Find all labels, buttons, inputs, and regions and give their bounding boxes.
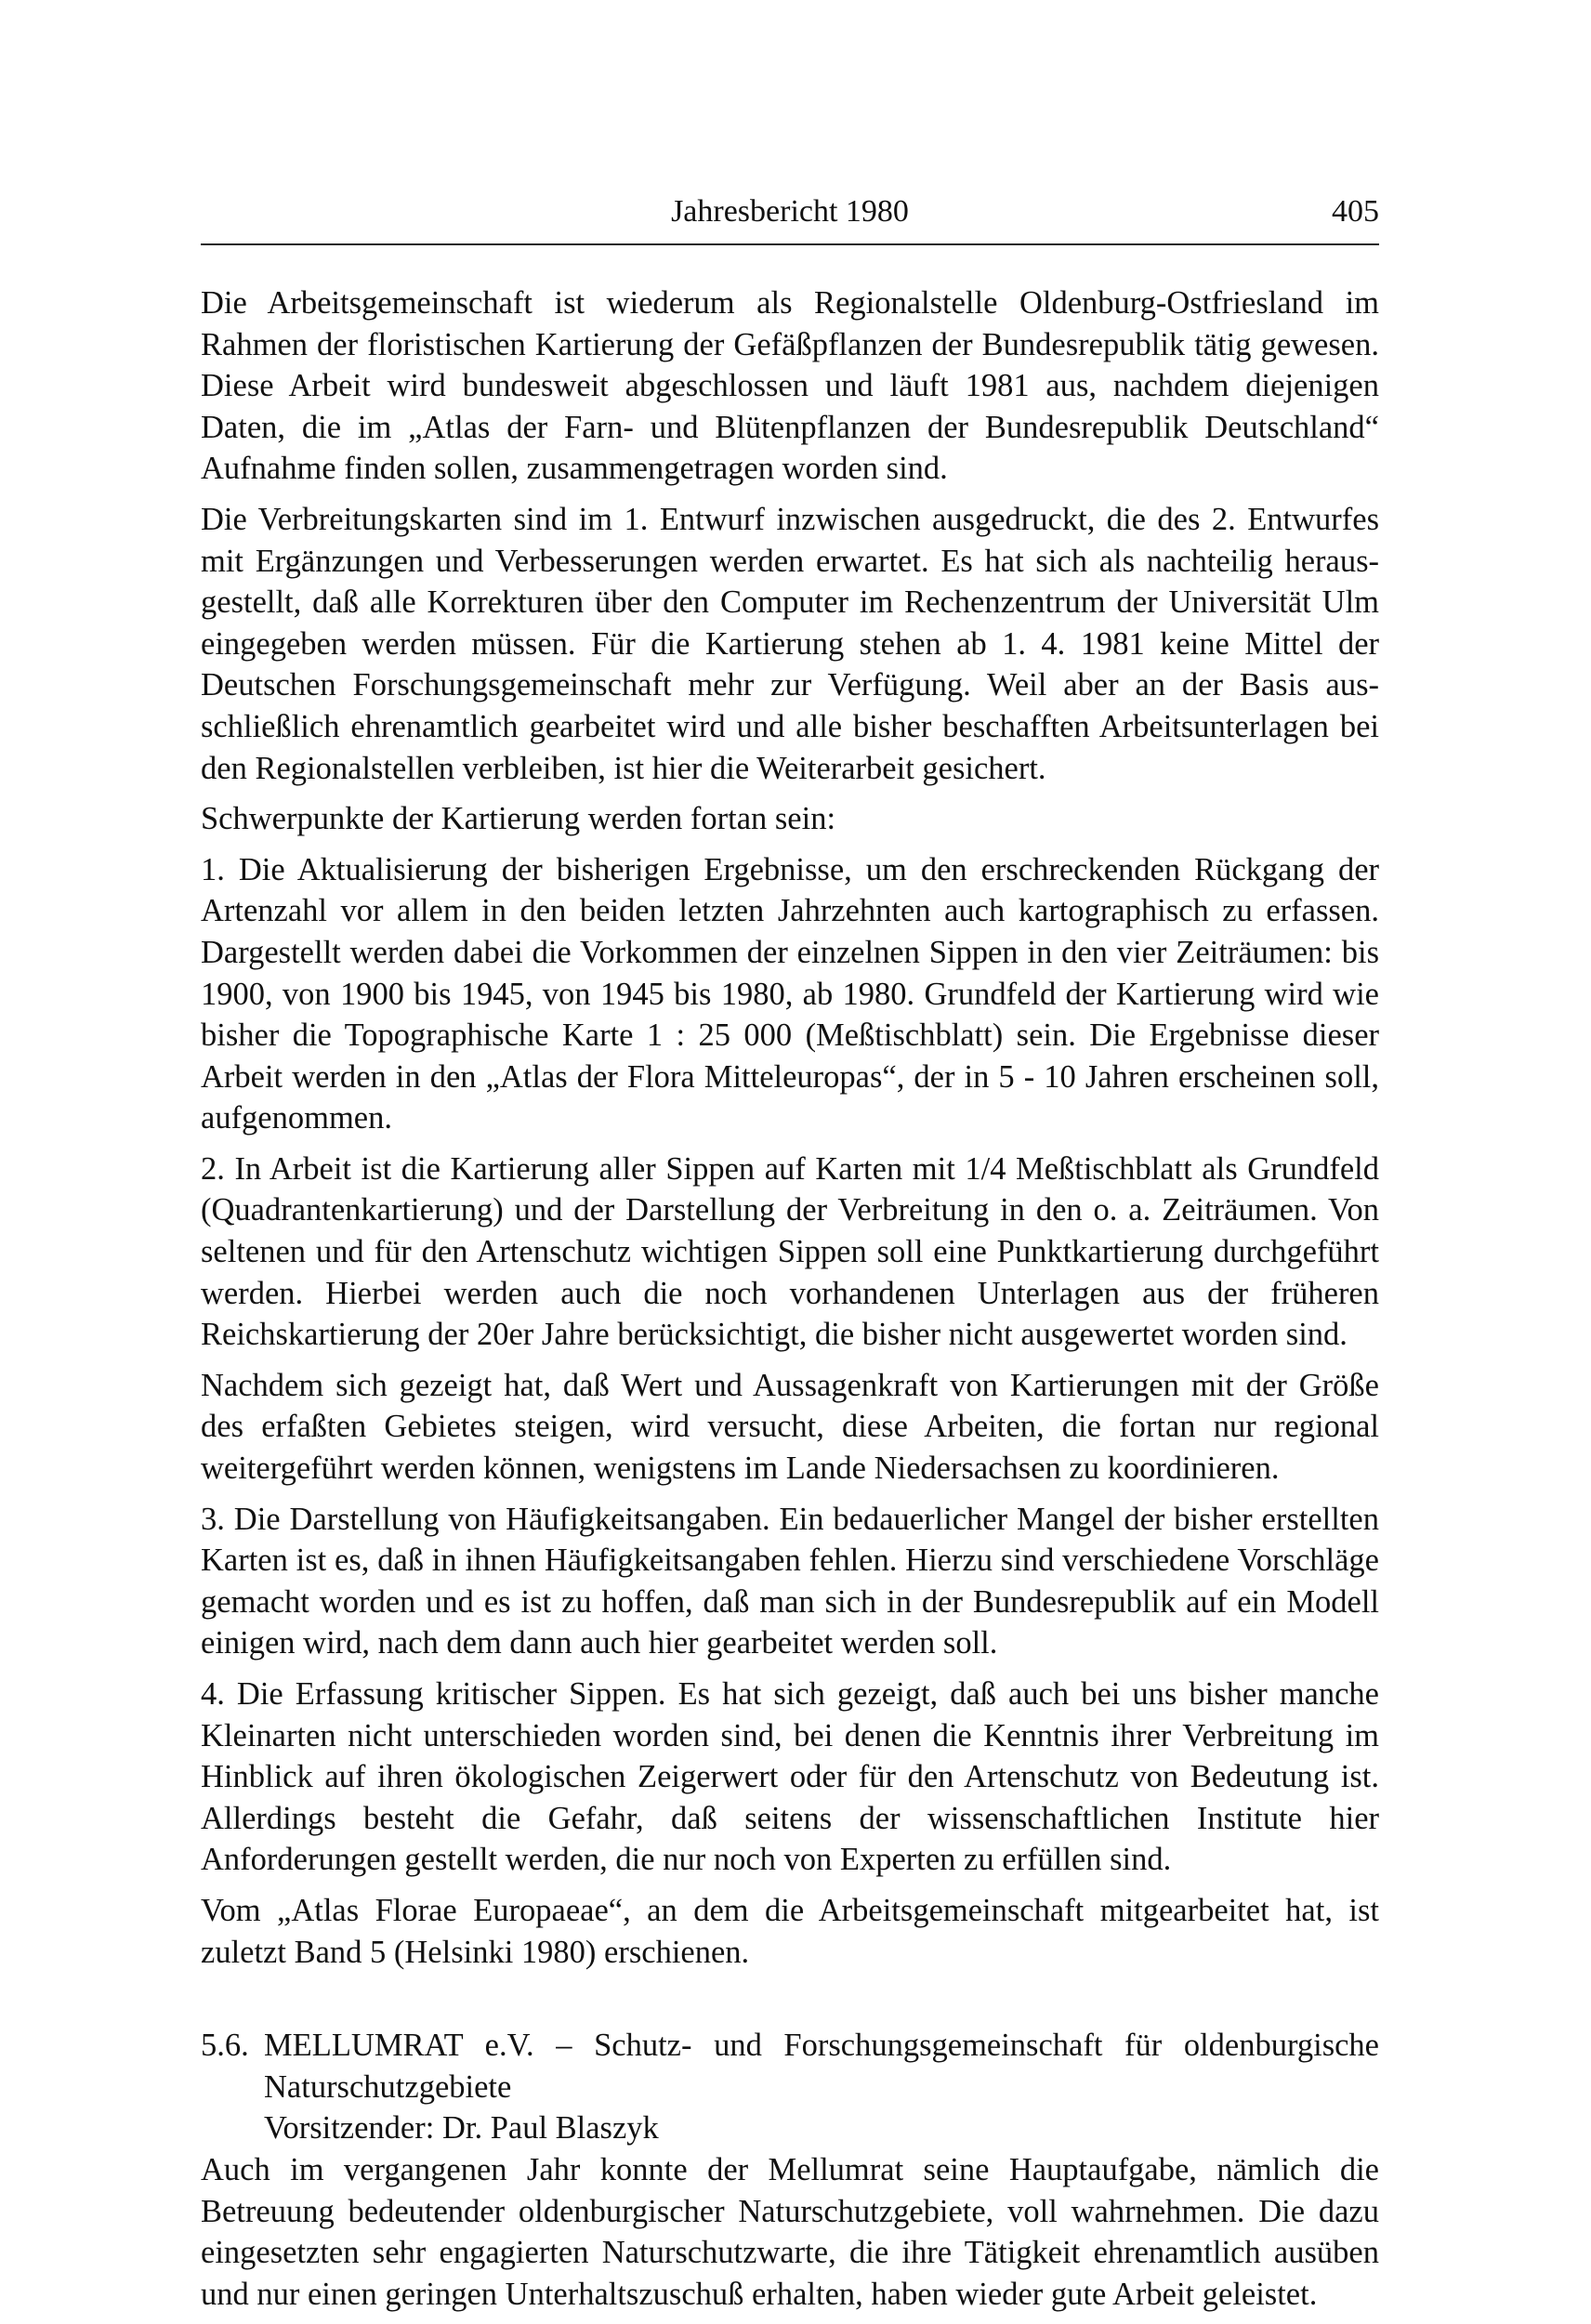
paragraph-mellumrat: Auch im vergangenen Jahr konnte der Mellumrat seine Hauptaufgabe, nämlich die Betreuung bedeutender oldenburgischer Naturschutzgebiete, voll wahrnehmen. Die dazu eingesetzten sehr engagierten Naturschutzwarte, die ihre Tätigkeit ehrenamtlich ausüben und nur einen geringen Unterhaltszuschuß erhalten, haben wieder gute Arbeit geleistet.	[201, 2151, 1379, 2312]
page-number: 405	[1332, 194, 1379, 229]
section-title-line-1: MELLUMRAT e.V. – Schutz- und Forschungsgemeinschaft für oldenburgische	[264, 2028, 1379, 2064]
running-header	[201, 186, 1379, 238]
list-item-4: 4. Die Erfassung kritischer Sippen. Es hat sich gezeigt, daß auch bei uns bisher manche Kleinarten nicht unterschieden worden sind, bei denen die Kenntnis ihrer Verbreitung im Hinblick auf ihren ökologischen Zeigerwert oder für den Artenschutz von Bedeutung ist. Allerdings besteht die Gefahr, daß seitens der wissenschaftlichen Institute hier Anforderungen gestellt werden, die nur noch von Experten zu erfüllen sind.	[201, 1676, 1379, 1878]
paragraph-koordination: Nachdem sich gezeigt hat, daß Wert und Aussagenkraft von Kartierungen mit der Größe des erfaßten Gebietes steigen, wird versucht, diese Arbeiten, die fortan nur regional weitergeführt werden können, wenigstens im Lande Niedersachsen zu koordinieren.	[201, 1367, 1379, 1487]
list-item-1: 1. Die Aktualisierung der bisherigen Ergebnisse, um den erschreckenden Rückgang der Artenzahl vor allem in den beiden letzten Jahrzehnten auch kartographisch zu erfassen. Dargestellt werden dabei die Vorkommen der einzelnen Sippen in den vier Zeiträumen: bis 1900, von 1900 bis 1945, von 1945 bis 1980, ab 1980. Grundfeld der Kartierung wird wie bisher die Topographische Karte 1 : 25 000 (Meßtischblatt) sein. Die Ergebnisse dieser Arbeit werden in den „Atlas der Flora Mitteleuropas“, der in 5 - 10 Jahren erscheinen soll, aufgenommen.	[201, 851, 1379, 1136]
section-chair: Vorsitzender: Dr. Paul Blaszyk	[264, 2110, 659, 2147]
section-mellumrat	[201, 2025, 1379, 2315]
paragraph-atlas-florae: Vom „Atlas Florae Europaeae“, an dem die Arbeitsgemeinschaft mitgearbeitet hat, ist zuletzt Band 5 (Helsinki 1980) erschienen.	[201, 1892, 1379, 1970]
header-rule	[201, 243, 1379, 245]
section-number: 5.6.	[201, 2028, 249, 2064]
paragraph-schwerpunkte: Schwerpunkte der Kartierung werden fortan sein:	[201, 801, 836, 837]
paragraph-intro: Die Arbeitsgemeinschaft ist wiederum als Regionalstelle Oldenburg-Ostfriesland im Rahmen der floristischen Kartierung der Gefäßpflanzen der Bundesrepublik tätig gewesen. Diese Arbeit wird bundesweit abgeschlossen und läuft 1981 aus, nachdem diejenigen Daten, die im „Atlas der Farn- und Blütenpflanzen der Bundesrepublik Deutschland“ Aufnahme finden sollen, zusammengetragen worden sind.	[201, 285, 1379, 487]
section-heading-body	[264, 2025, 1379, 2149]
section-title-line-2: Naturschutzgebiete	[264, 2068, 512, 2105]
document-page	[201, 186, 1379, 2324]
list-item-3: 3. Die Darstellung von Häufigkeitsangaben. Ein bedauerlicher Mangel der bisher erstellten Karten ist es, daß in ihnen Häufigkeitsangaben fehlen. Hierzu sind verschiedene Vorschläge gemacht worden und es ist zu hoffen, daß man sich in der Bundesrepublik auf ein Modell einigen wird, nach dem dann auch hier gearbeitet werden soll.	[201, 1501, 1379, 1661]
list-item-2: 2. In Arbeit ist die Kartierung aller Sippen auf Karten mit 1/4 Meßtischblatt als Grundfeld (Quadrantenkartierung) und der Darstellung der Verbreitung in den o. a. Zeiträumen. Von seltenen und für den Artenschutz wichtigen Sippen soll eine Punktkartierung durchgeführt werden. Hierbei werden auch die noch vorhandenen Unterlagen aus der früheren Reichskartierung der 20er Jahre berücksichtigt, die bisher nicht ausgewertet worden sind.	[201, 1150, 1379, 1353]
section-heading	[201, 2025, 1379, 2149]
paragraph-verbreitungskarten: Die Verbreitungskarten sind im 1. Entwurf inzwischen ausgedruckt, die des 2. Entwurfes mit Ergänzungen und Verbesserungen werden erwartet. Es hat sich als nachteilig herausgestellt, daß alle Korrekturen über den Computer im Rechenzentrum der Universität Ulm eingegeben werden müssen. Für die Kartierung stehen ab 1. 4. 1981 keine Mittel der Deutschen Forschungsgemeinschaft mehr zur Verfügung. Weil aber an der Basis ausschließlich ehrenamtlich gearbeitet wird und alle bisher beschafften Arbeitsunterlagen bei den Regionalstellen verbleiben, ist hier die Weiterarbeit gesichert.	[201, 501, 1379, 786]
running-title: Jahresbericht 1980	[671, 194, 909, 229]
